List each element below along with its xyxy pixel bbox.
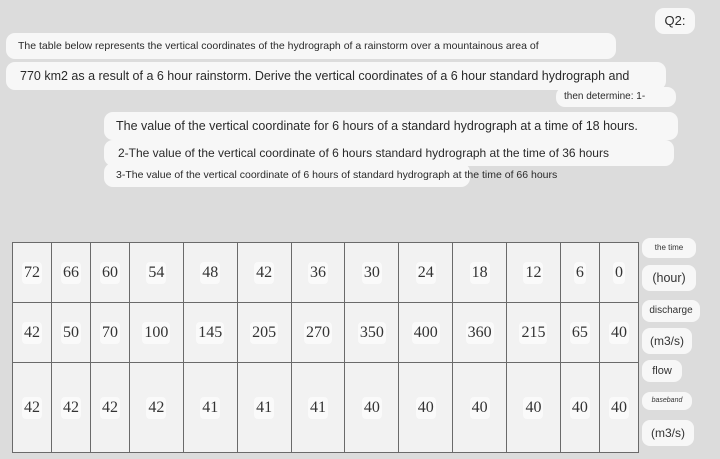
cell-value: 42 <box>100 397 120 419</box>
table-cell <box>91 303 130 363</box>
table-cell <box>345 243 399 303</box>
prompt-line-6: 3-The value of the vertical coordinate of 6 hours of standard hydrograph at the time of 66 hours <box>104 163 470 187</box>
table-cell <box>291 363 345 453</box>
cell-value: 41 <box>200 397 220 419</box>
table-cell <box>560 303 599 363</box>
cell-value: 65 <box>570 322 590 344</box>
table-cell <box>183 243 237 303</box>
cell-value: 40 <box>609 397 629 419</box>
cell-value: 40 <box>570 397 590 419</box>
cell-value: 0 <box>613 262 625 284</box>
table-row <box>13 363 639 453</box>
prompt-line-3: then determine: 1- <box>556 87 676 107</box>
cell-value: 72 <box>22 262 42 284</box>
time-label: the time <box>642 238 696 258</box>
cell-value: 145 <box>196 322 224 344</box>
prompt-line-5: 2-The value of the vertical coordinate of 6 hours standard hydrograph at the time of 36 hours <box>104 140 674 166</box>
table-cell <box>345 303 399 363</box>
discharge-label: discharge <box>642 300 700 322</box>
table-cell <box>399 303 453 363</box>
cell-value: 400 <box>412 322 440 344</box>
cell-value: 215 <box>519 322 547 344</box>
baseflow-unit-label: (m3/s) <box>642 420 694 446</box>
table-cell <box>507 243 561 303</box>
cell-value: 36 <box>308 262 328 284</box>
cell-value: 54 <box>146 262 166 284</box>
hour-unit-label: (hour) <box>642 265 696 291</box>
cell-value: 24 <box>416 262 436 284</box>
cell-value: 350 <box>358 322 386 344</box>
prompt-line-1: The table below represents the vertical coordinates of the hydrograph of a rainstorm over a mountainous area of <box>6 33 616 59</box>
cell-value: 100 <box>142 322 170 344</box>
table-cell <box>345 363 399 453</box>
cell-value: 70 <box>100 322 120 344</box>
cell-value: 41 <box>254 397 274 419</box>
table-cell <box>52 243 91 303</box>
cell-value: 40 <box>470 397 490 419</box>
cell-value: 18 <box>470 262 490 284</box>
table-cell <box>13 363 52 453</box>
cell-value: 12 <box>523 262 543 284</box>
cell-value: 40 <box>523 397 543 419</box>
table-cell <box>560 363 599 453</box>
flow-label: flow <box>642 360 682 382</box>
cell-value: 42 <box>254 262 274 284</box>
table-cell <box>130 303 184 363</box>
table-cell <box>130 363 184 453</box>
cell-value: 50 <box>61 322 81 344</box>
table-cell <box>399 243 453 303</box>
table-cell <box>130 243 184 303</box>
table-cell <box>399 363 453 453</box>
cell-value: 48 <box>200 262 220 284</box>
table-cell <box>453 243 507 303</box>
table-cell <box>52 363 91 453</box>
cell-value: 270 <box>304 322 332 344</box>
table-cell <box>453 363 507 453</box>
cell-value: 6 <box>574 262 586 284</box>
cell-value: 40 <box>416 397 436 419</box>
table-cell <box>237 243 291 303</box>
table-cell <box>599 243 638 303</box>
table-cell <box>237 363 291 453</box>
table-cell <box>599 363 638 453</box>
cell-value: 42 <box>146 397 166 419</box>
table-cell <box>291 303 345 363</box>
cell-value: 360 <box>466 322 494 344</box>
cell-value: 205 <box>250 322 278 344</box>
cell-value: 40 <box>609 322 629 344</box>
cell-value: 42 <box>61 397 81 419</box>
cell-value: 30 <box>362 262 382 284</box>
cell-value: 41 <box>308 397 328 419</box>
table-cell <box>453 303 507 363</box>
table-cell <box>52 303 91 363</box>
cell-value: 42 <box>22 322 42 344</box>
table-cell <box>291 243 345 303</box>
cell-value: 66 <box>61 262 81 284</box>
baseband-label: baseband <box>642 392 692 410</box>
table-cell <box>91 243 130 303</box>
discharge-unit-label: (m3/s) <box>642 328 692 354</box>
hydrograph-table <box>12 242 639 453</box>
table-cell <box>183 303 237 363</box>
table-cell <box>91 363 130 453</box>
table-cell <box>13 303 52 363</box>
question-label: Q2: <box>655 8 695 34</box>
table-cell <box>599 303 638 363</box>
table-cell <box>183 363 237 453</box>
table-row <box>13 303 639 363</box>
prompt-line-4: The value of the vertical coordinate for 6 hours of a standard hydrograph at a time of 18 hours. <box>104 112 678 140</box>
table-cell <box>507 303 561 363</box>
cell-value: 60 <box>100 262 120 284</box>
cell-value: 42 <box>22 397 42 419</box>
table-cell <box>560 243 599 303</box>
table-cell <box>237 303 291 363</box>
table-cell <box>13 243 52 303</box>
cell-value: 40 <box>362 397 382 419</box>
table-cell <box>507 363 561 453</box>
table-row <box>13 243 639 303</box>
prompt-line-2: 770 km2 as a result of a 6 hour rainstorm. Derive the vertical coordinates of a 6 hour standard hydrograph and <box>6 62 666 90</box>
